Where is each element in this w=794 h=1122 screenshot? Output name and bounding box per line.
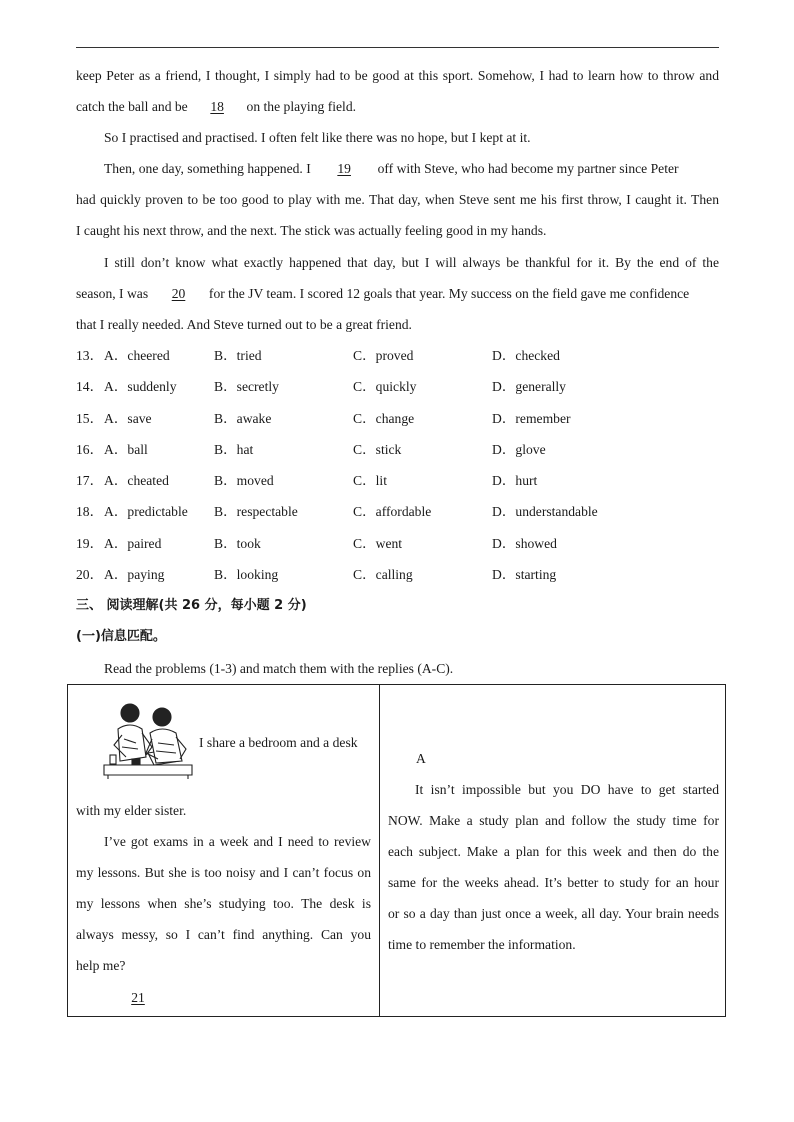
question-number: 18． xyxy=(76,504,104,519)
question-row xyxy=(76,378,719,396)
section-subheading: (一)信息匹配。 xyxy=(76,629,166,644)
option-d: D．showed xyxy=(492,536,557,551)
passage-line: keep Peter as a friend, I thought, I simply had to be good at this sport. Somehow, I had to learn how to throw and xyxy=(76,68,719,83)
problem-line: my lessons when she’s studying too. The desk is xyxy=(76,896,371,911)
option-c: C．quickly xyxy=(353,379,417,394)
option-d: D．starting xyxy=(492,567,557,582)
option-a: A．cheated xyxy=(104,473,169,488)
option-a: A．cheered xyxy=(104,348,170,363)
blank-21-value: 21 xyxy=(131,990,145,1005)
option-a: A．save xyxy=(104,411,152,426)
answer-blank-21 xyxy=(110,989,166,1007)
option-d: D．hurt xyxy=(492,473,538,488)
passage-text: for the JV team. I scored 12 goals that year. My success on the field gave me confidence xyxy=(208,286,690,301)
question-number: 20． xyxy=(76,567,104,582)
answer-blank-19: 19 xyxy=(337,161,351,176)
option-d: D．checked xyxy=(492,348,560,363)
passage-line: I still don’t know what exactly happened that day, but I will always be thankful for it. By the end of the xyxy=(104,255,719,270)
option-b: B．respectable xyxy=(214,504,298,519)
option-b: B．took xyxy=(214,536,261,551)
answer-blank-18: 18 xyxy=(210,99,224,114)
option-c: C．stick xyxy=(353,442,402,457)
reply-line: NOW. Make a study plan and follow the study time for xyxy=(388,813,719,828)
passage-line: I caught his next throw, and the next. The stick was actually feeling good in my hands. xyxy=(76,223,547,238)
problem-line: I share a bedroom and a desk xyxy=(199,735,358,750)
passage-line xyxy=(104,160,719,178)
column-divider xyxy=(379,685,380,1016)
option-b: B．hat xyxy=(214,442,254,457)
instruction-text: Read the problems (1-3) and match them with the replies (A-C). xyxy=(104,661,454,676)
passage-line: had quickly proven to be too good to play with me. That day, when Steve sent me his first throw, I caught it. Then xyxy=(76,192,719,207)
question-number: 16． xyxy=(76,442,104,457)
answer-blank-20: 20 xyxy=(171,286,186,301)
reply-label: A xyxy=(416,751,426,766)
option-b: B．tried xyxy=(214,348,262,363)
option-c: C．went xyxy=(353,536,403,551)
question-row xyxy=(76,566,719,584)
option-a: A．paying xyxy=(104,567,165,582)
question-number: 19． xyxy=(76,536,104,551)
option-a: A．paired xyxy=(104,536,162,551)
students-studying-illustration xyxy=(100,699,198,781)
option-a: A．ball xyxy=(104,442,148,457)
option-d: D．understandable xyxy=(492,504,598,519)
question-row xyxy=(76,503,719,521)
reply-line: or so a day than just once a week, all day. Your brain needs xyxy=(388,906,719,921)
option-c: C．lit xyxy=(353,473,387,488)
problem-line: I’ve got exams in a week and I need to review xyxy=(104,834,371,849)
option-c: C．calling xyxy=(353,567,413,582)
problem-line: always messy, so I can’t find anything. Can you xyxy=(76,927,371,942)
reply-line: each subject. Make a plan for this week and then do the xyxy=(388,844,719,859)
option-c: C．affordable xyxy=(353,504,432,519)
problem-line: with my elder sister. xyxy=(76,803,187,818)
question-number: 15． xyxy=(76,411,104,426)
reply-line: same for the weeks ahead. It’s better to study for an hour xyxy=(388,875,719,890)
problem-line: help me? xyxy=(76,958,126,973)
question-row xyxy=(76,347,719,365)
option-b: B．secretly xyxy=(214,379,279,394)
section-heading: 三、 阅读理解(共 26 分，每小题 2 分) xyxy=(76,598,307,613)
option-c: C．change xyxy=(353,411,415,426)
passage-line xyxy=(76,98,719,116)
question-number: 13． xyxy=(76,348,104,363)
option-d: D．remember xyxy=(492,411,571,426)
question-row xyxy=(76,441,719,459)
top-rule xyxy=(76,47,719,48)
passage-line: So I practised and practised. I often felt like there was no hope, but I kept at it. xyxy=(104,130,531,145)
question-number: 17． xyxy=(76,473,104,488)
option-a: A．suddenly xyxy=(104,379,177,394)
option-b: B．moved xyxy=(214,473,274,488)
reply-line: It isn’t impossible but you DO have to get started xyxy=(415,782,719,797)
option-b: B．awake xyxy=(214,411,272,426)
passage-text: season, I was xyxy=(76,286,149,301)
question-row xyxy=(76,472,719,490)
question-row xyxy=(76,410,719,428)
problem-line: my lessons. But she is too noisy and I can’t focus on xyxy=(76,865,371,880)
passage-text: on the playing field. xyxy=(246,99,357,114)
passage-text: Then, one day, something happened. I xyxy=(104,161,311,176)
reply-line: time to remember the information. xyxy=(388,937,576,952)
passage-line xyxy=(76,285,719,303)
option-c: C．proved xyxy=(353,348,414,363)
passage-text: off with Steve, who had become my partner since Peter xyxy=(377,161,679,176)
option-d: D．generally xyxy=(492,379,566,394)
option-a: A．predictable xyxy=(104,504,188,519)
question-row xyxy=(76,535,719,553)
passage-text: catch the ball and be xyxy=(76,99,188,114)
option-b: B．looking xyxy=(214,567,279,582)
matching-table xyxy=(67,684,726,1017)
option-d: D．glove xyxy=(492,442,546,457)
passage-line: that I really needed. And Steve turned out to be a great friend. xyxy=(76,317,412,332)
question-number: 14． xyxy=(76,379,104,394)
